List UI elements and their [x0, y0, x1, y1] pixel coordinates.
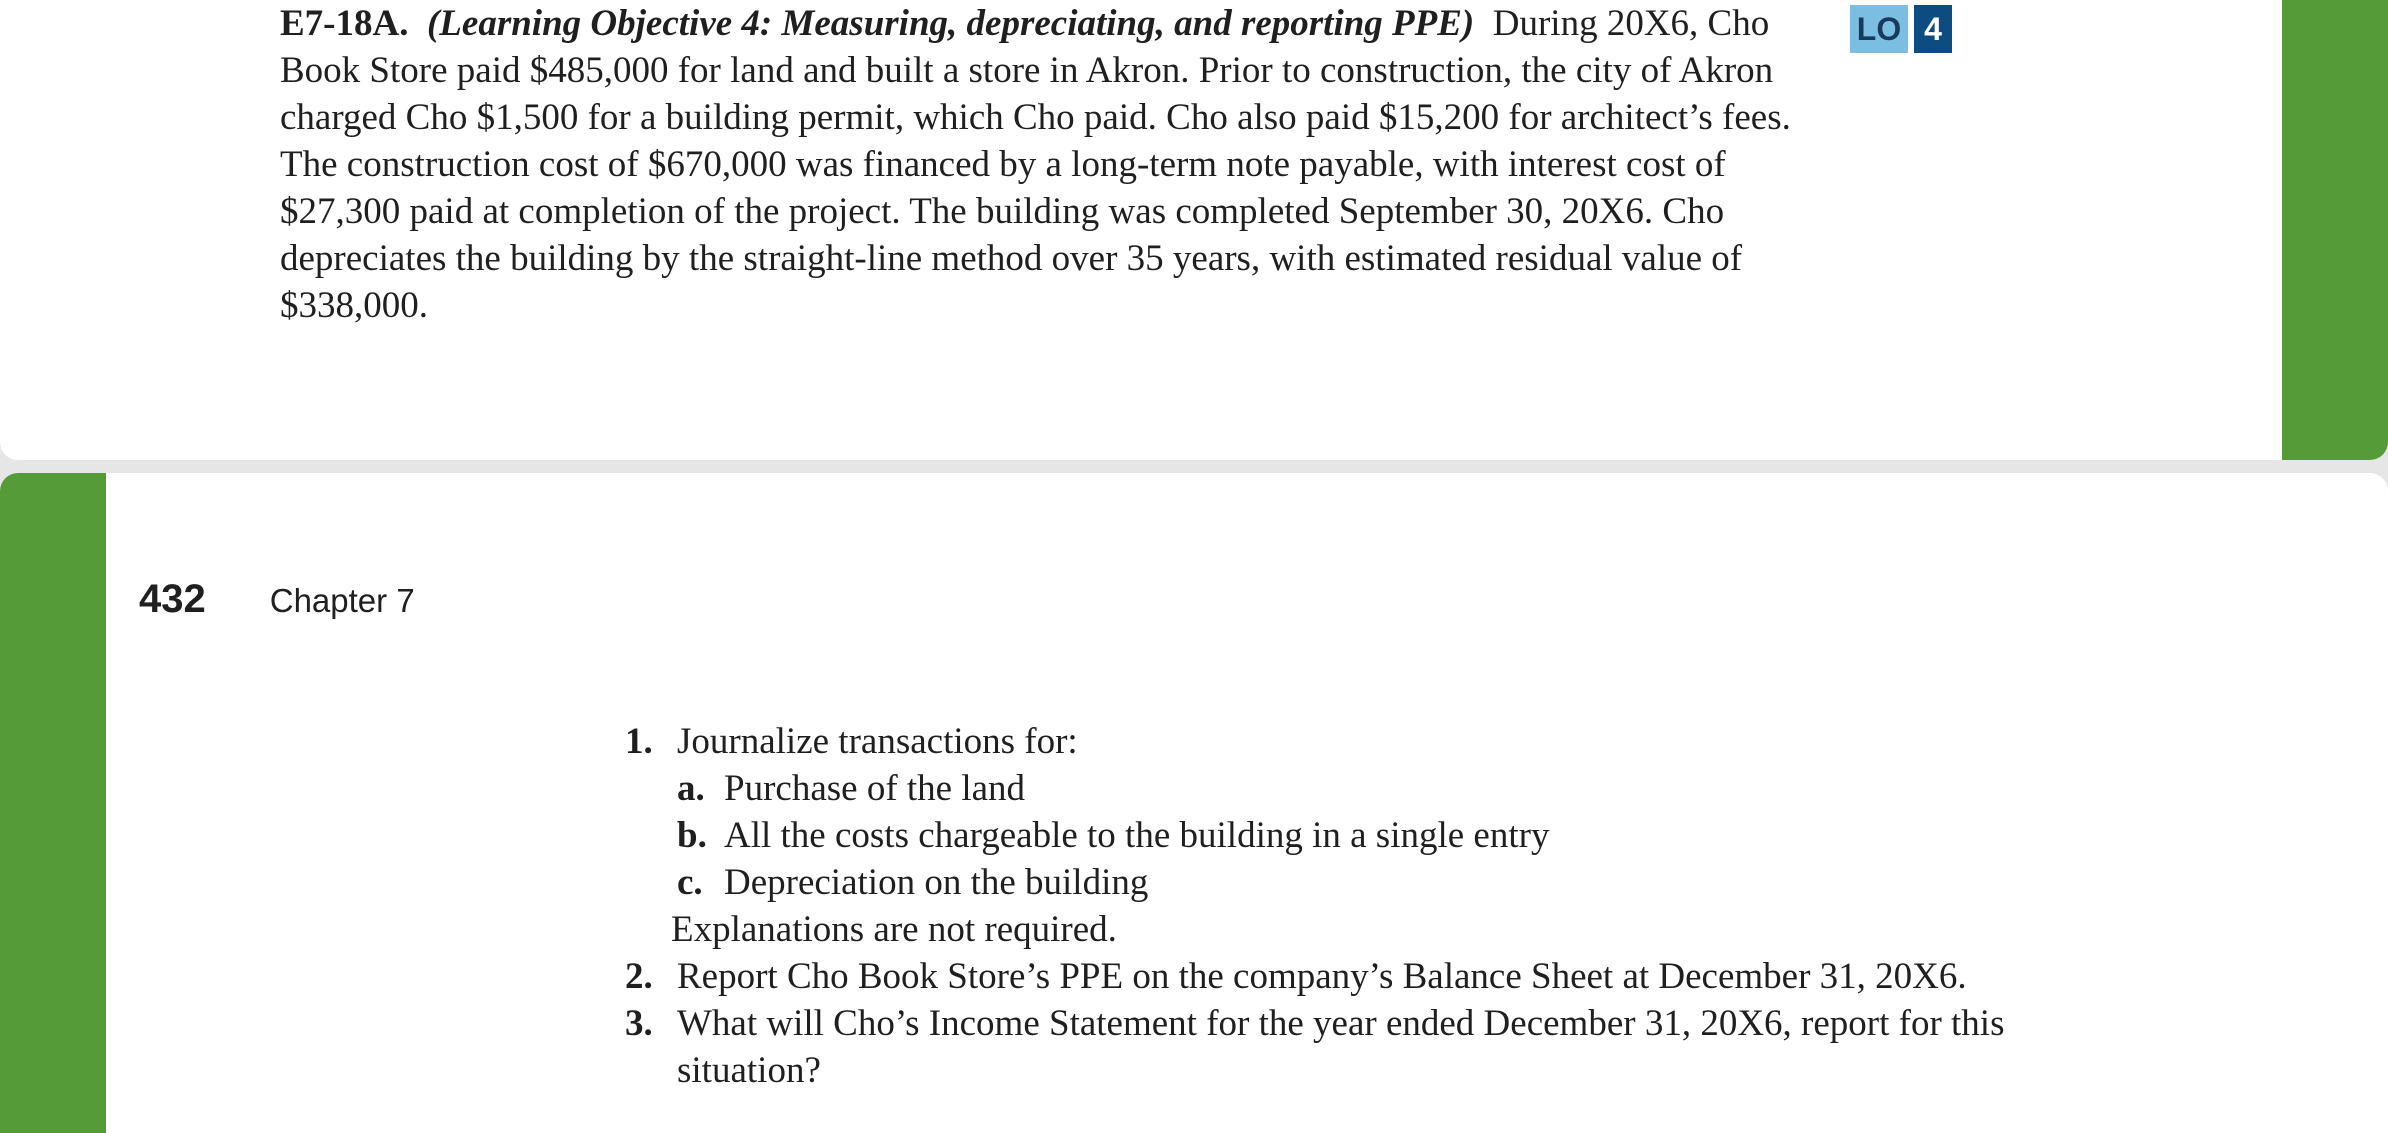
- chapter-label: Chapter 7: [269, 582, 415, 619]
- requirement-text: Journalize transactions for:: [677, 721, 1078, 762]
- sub-item-letter: a.: [677, 768, 705, 809]
- learning-objective-badge: [1850, 5, 1952, 53]
- page-edge-bar: [2282, 0, 2388, 460]
- sub-item-text: Purchase of the land: [724, 768, 1026, 809]
- requirement-note: Explanations are not required.: [671, 909, 1117, 950]
- lo-label: LO: [1850, 5, 1908, 53]
- requirement-text: Report Cho Book Store’s PPE on the company’s Balance Sheet at December 31, 20X6.: [677, 956, 1967, 997]
- requirement-number: 2.: [625, 956, 653, 997]
- requirement-3: [625, 1000, 2125, 1094]
- page-edge-bar: [0, 473, 106, 1133]
- exercise-id: E7-18A.: [280, 3, 409, 44]
- sub-item-text: All the costs chargeable to the building in a single entry: [724, 815, 1550, 856]
- lo-number: 4: [1914, 5, 1952, 53]
- sub-item-letter: c.: [677, 862, 703, 903]
- requirement-1b: [625, 812, 2125, 859]
- sub-item-text: Depreciation on the building: [724, 862, 1149, 903]
- requirement-1: [625, 718, 2125, 765]
- requirement-1c: [625, 859, 2125, 906]
- requirements-list: [625, 718, 2125, 1094]
- exercise-objective: (Learning Objective 4: Measuring, depreciating, and reporting PPE): [426, 3, 1475, 44]
- requirement-number: 1.: [625, 721, 653, 762]
- requirement-number: 3.: [625, 1003, 653, 1044]
- requirement-1a: [625, 765, 2125, 812]
- requirement-text: What will Cho’s Income Statement for the year ended December 31, 20X6, report for this situation?: [677, 1003, 2005, 1091]
- page-number: 432: [139, 577, 206, 621]
- page-432: [0, 473, 2388, 1133]
- exercise-body: During 20X6, Cho Book Store paid $485,000 for land and built a store in Akron. Prior to construction, the city of Akron charged Cho $1,500 for a building permit, which Cho paid. Cho also paid $15,200 for architect’s fees. The construction cost of $670,000 was financed by a long-term note payable, with interest cost of $27,300 paid at completion of the project. The building was completed September 30, 20X6. Cho depreciates the building by the straight-line method over 35 years, with estimated residual value of $338,000.: [280, 3, 1791, 326]
- exercise-e7-18a: [280, 0, 1800, 329]
- sub-item-letter: b.: [677, 815, 707, 856]
- page-header: [139, 577, 415, 622]
- previous-page: [0, 0, 2388, 460]
- requirement-2: [625, 953, 2125, 1000]
